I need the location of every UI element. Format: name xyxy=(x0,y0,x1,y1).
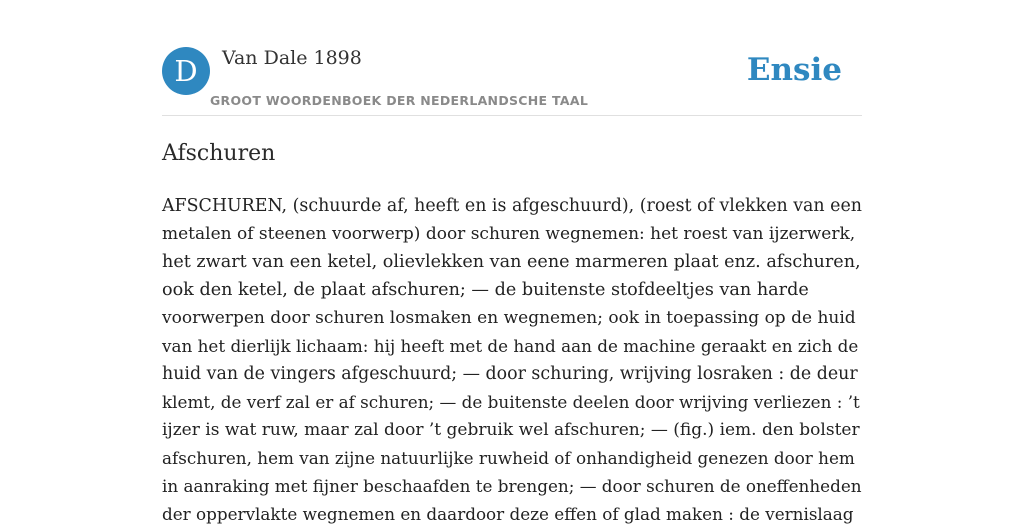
definition-line: der oppervlakte wegnemen en daardoor deze effen of glad maken : de vernislaag xyxy=(162,504,854,524)
header-divider xyxy=(162,115,862,116)
dictionary-avatar[interactable]: D xyxy=(162,47,210,95)
entry-title: Afschuren xyxy=(162,141,276,166)
definition-line: voorwerpen door schuren losmaken en wegnemen; ook in toepassing op de huid xyxy=(162,308,856,328)
definition-line: klemt, de verf zal er af schuren; — de buitenste deelen door wrijving verliezen : ’t xyxy=(162,392,860,412)
dictionary-header xyxy=(162,46,862,116)
definition-line: ook den ketel, de plaat afschuren; — de buitenste stofdeeltjes van harde xyxy=(162,280,809,300)
definition-line: afschuren, hem van zijne natuurlijke ruwheid of onhandigheid genezen door hem xyxy=(162,448,855,468)
definition-line: AFSCHUREN, (schuurde af, heeft en is afgeschuurd), (roest of vlekken van een xyxy=(162,196,862,216)
ensie-logo[interactable]: Ensie xyxy=(746,52,842,88)
dictionary-name-link[interactable]: Van Dale 1898 xyxy=(222,47,362,69)
definition-line: het zwart van een ketel, olievlekken van eene marmeren plaat enz. afschuren, xyxy=(162,252,861,272)
entry-definition xyxy=(162,192,862,524)
definition-line: in aanraking met fijner beschaafden te brengen; — door schuren de oneffenheden xyxy=(162,476,862,496)
definition-line: huid van de vingers afgeschuurd; — door schuring, wrijving losraken : de deur xyxy=(162,364,858,384)
definition-line: metalen of steenen voorwerp) door schuren wegnemen: het roest van ijzerwerk, xyxy=(162,224,856,244)
definition-line: ijzer is wat ruw, maar zal door ’t gebruik wel afschuren; — (fig.) iem. den bolster xyxy=(162,420,860,440)
definition-line: van het dierlijk lichaam: hij heeft met de hand aan de machine geraakt en zich de xyxy=(162,336,859,356)
dictionary-subtitle: GROOT WOORDENBOEK DER NEDERLANDSCHE TAAL xyxy=(210,93,589,108)
